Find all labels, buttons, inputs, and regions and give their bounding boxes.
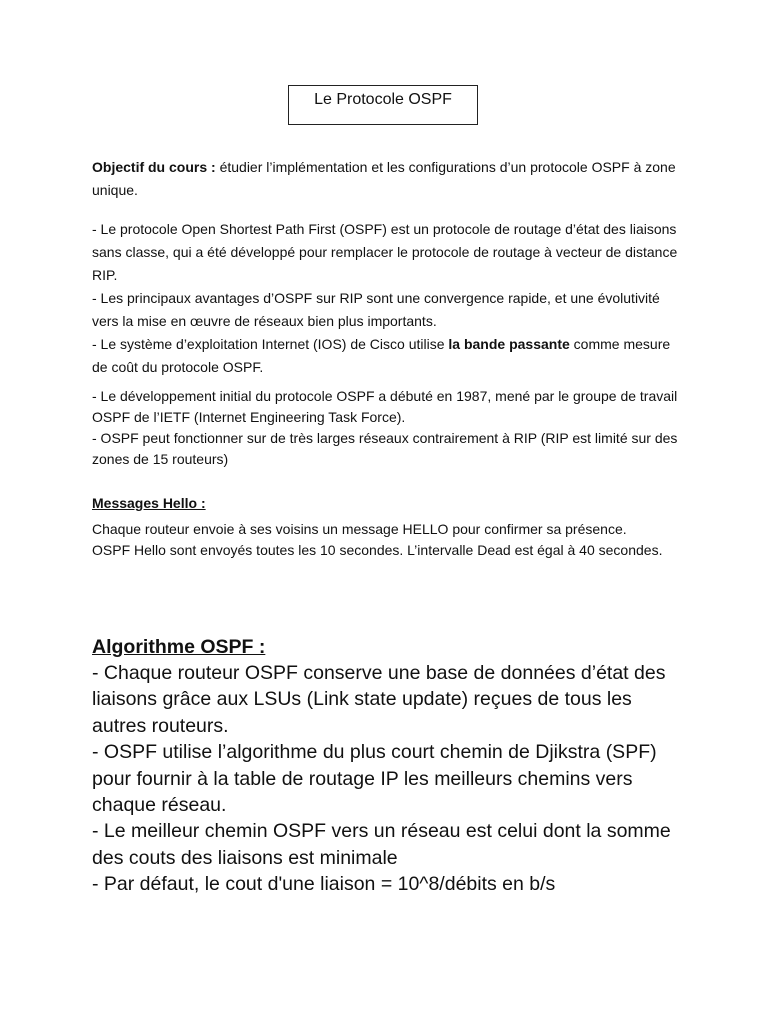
hello-line: OSPF Hello sont envoyés toutes les 10 secondes. L’intervalle Dead est égal à 40 secondes. — [92, 542, 663, 558]
ios-item — [92, 333, 682, 379]
algo-section — [92, 634, 682, 898]
algo-item: - Par défaut, le cout d'une liaison = 10^8/débits en b/s — [92, 873, 556, 896]
algo-item: - OSPF utilise l’algorithme du plus court chemin de Djikstra (SPF) pour fournir à la table de routage IP les meilleurs chemins vers chaque réseau. — [92, 741, 657, 817]
objectif-paragraph — [92, 156, 682, 202]
hello-line: Chaque routeur envoie à ses voisins un message HELLO pour confirmer sa présence. — [92, 521, 627, 537]
history-item: - Le développement initial du protocole OSPF a débuté en 1987, mené par le groupe de travail OSPF de l’IETF (Internet Engineering Task Force). — [92, 388, 678, 425]
ios-text-before: - Le système d’exploitation Internet (IOS) de Cisco utilise — [92, 336, 449, 352]
objectif-text: étudier l’implémentation et les configurations d’un protocole OSPF à zone unique. — [92, 159, 676, 198]
hello-section — [92, 493, 682, 561]
history-item: - OSPF peut fonctionner sur de très larges réseaux contrairement à RIP (RIP est limité sur des zones de 15 routeurs) — [92, 430, 678, 467]
hello-heading: Messages Hello : — [92, 495, 206, 511]
algo-item: - Chaque routeur OSPF conserve une base de données d’état des liaisons grâce aux LSUs (Link state update) reçues de tous les autres routeurs. — [92, 662, 666, 737]
ios-bold-text: la bande passante — [448, 336, 570, 352]
intro-item: - Les principaux avantages d’OSPF sur RIP sont une convergence rapide, et une évolutivité vers la mise en œuvre de réseaux bien plus importants. — [92, 290, 660, 329]
history-section — [92, 386, 682, 470]
document-title: Le Protocole OSPF — [288, 85, 478, 125]
objectif-label: Objectif du cours : — [92, 159, 216, 175]
intro-item: - Le protocole Open Shortest Path First (OSPF) est un protocole de routage d’état des liaisons sans classe, qui a été développé pour remplacer le protocole de routage à vecteur de distance RIP. — [92, 221, 678, 283]
ios-text-after: comme mesure de coût du protocole OSPF. — [92, 336, 671, 375]
intro-section — [92, 218, 682, 379]
algo-item: - Le meilleur chemin OSPF vers un réseau est celui dont la somme des couts des liaisons est minimale — [92, 820, 671, 869]
algo-heading: Algorithme OSPF : — [92, 636, 266, 658]
